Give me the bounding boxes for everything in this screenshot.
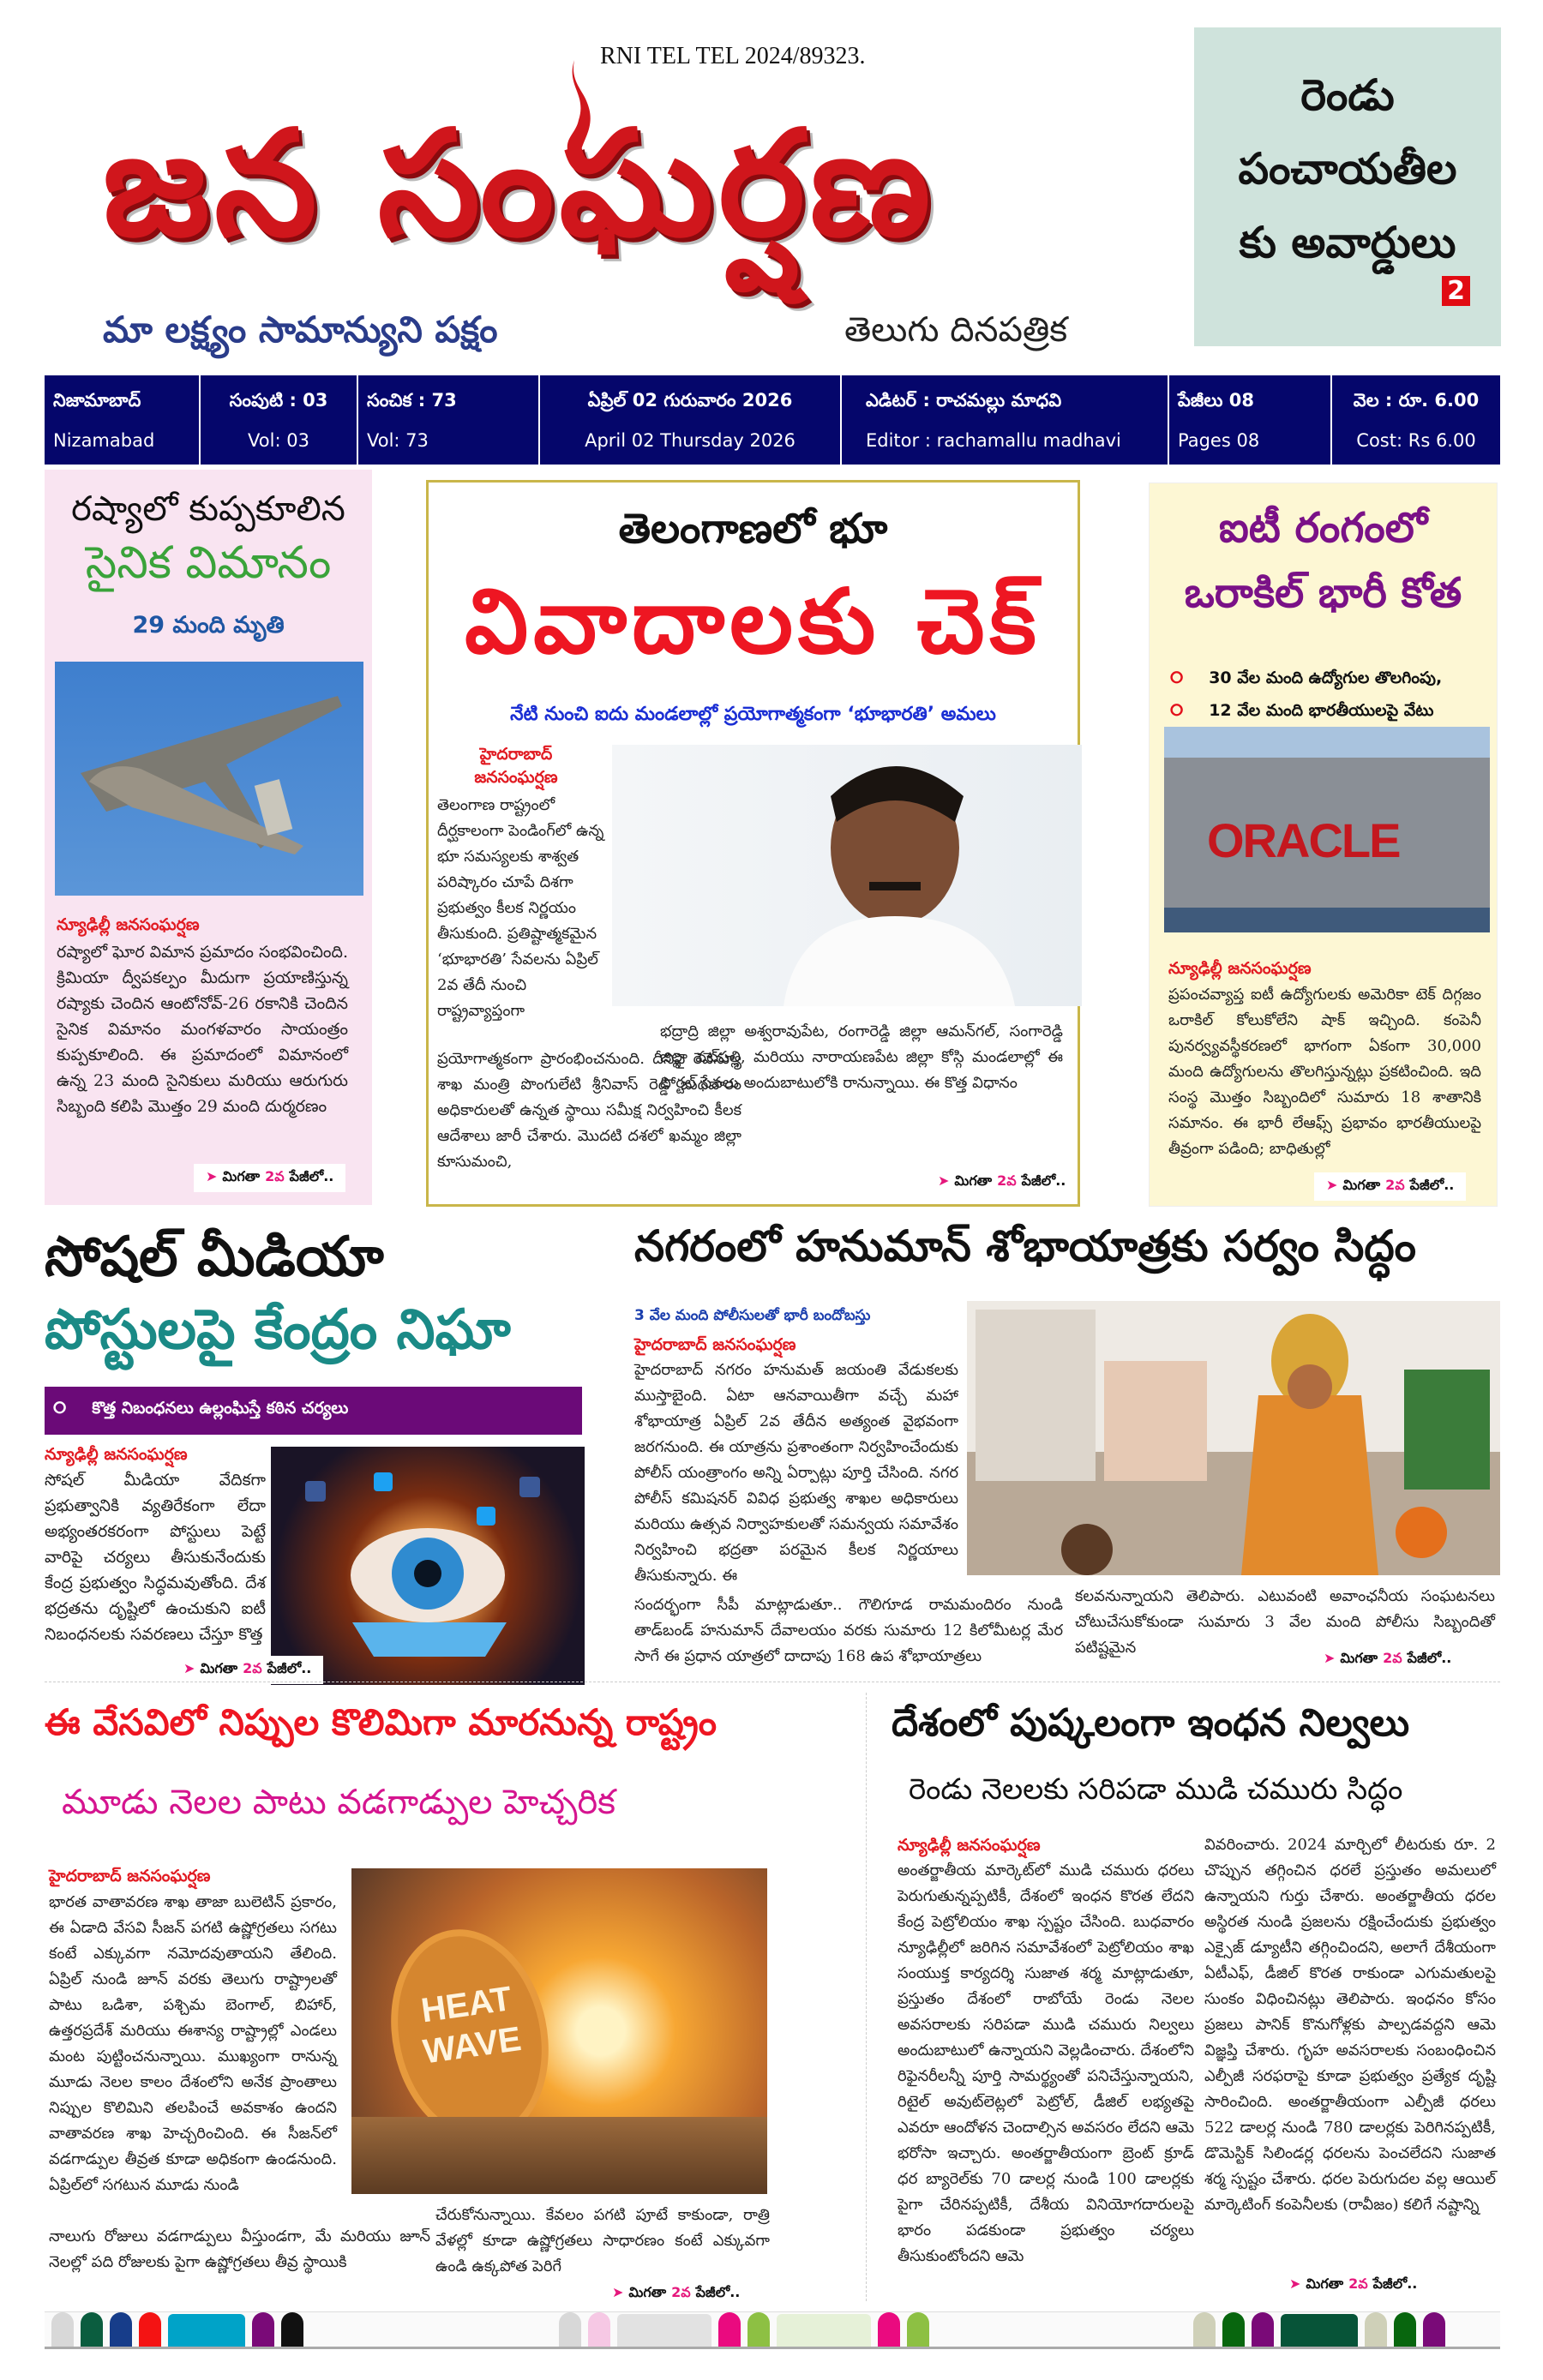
color-swatch: [907, 2312, 929, 2347]
article-body: ప్రయోగాత్మకంగా ప్రారంభించనుంది. దీనిపై రెవెన్యూ శాఖ మంత్రి పొంగులేటి శ్రీనివాస్ రెడ్డి బుధవారం అధికారులతో ఉన్నత స్థాయి సమీక్ష నిర్వహించి కీలక ఆదేశాలు జారీ చేశారు. మొదటి దశలో ఖమ్మం జిల్లా కూసుమంచి,: [437, 1050, 741, 1171]
color-registration-strip: [45, 2311, 1500, 2349]
bullet-item: ⭘ 12 వేల మంది భారతీయులపై వేటు: [1170, 701, 1434, 720]
color-swatch: [878, 2312, 900, 2347]
article-body: నాలుగు రోజులు వడగాడ్పులు వీస్తుండగా, మే మరియు జూన్ నెలల్లో పది రోజులకు పైగా ఉష్ణోగ్రతలు తీవ్ర స్థాయికి: [49, 2227, 430, 2271]
tagline: మా లక్ష్యం సామాన్యుని పక్షం: [103, 309, 498, 351]
color-swatch: [1394, 2312, 1416, 2347]
color-swatch: [1222, 2312, 1245, 2347]
article-body: భద్రాద్రి జిల్లా అశ్వరావుపేట, రంగారెడ్డి జిల్లా ఆమన్‌గల్, సంగారెడ్డి జిల్లా వట్‌పల్లి, మరియు నారాయణపేట జిల్లా కోస్గి మండలాల్లో ఈ పోర్టల్ సేవలు అందుబాటులోకి రానున్నాయి. ఈ కొత్త విధానం: [660, 1022, 1063, 1092]
bullet-icon: ⭘: [1170, 668, 1184, 687]
color-swatch: [51, 2312, 74, 2347]
color-swatch: [281, 2312, 303, 2347]
continued-link[interactable]: ➤ మిగతా 2వ పేజీలో..: [171, 1656, 323, 1684]
tagline-telugu-daily: తెలుగు దినపత్రిక: [844, 310, 1068, 350]
article-body: సోషల్ మీడియా వేదికగా ప్రభుత్వానికి వ్యతిరేకంగా లేదా అభ్యంతరకరంగా పోస్టులు పెట్టే వారిపై చర్యలు తీసుకునేందుకు కేంద్ర ప్రభుత్వం సిద్ధమవుతోంది. దేశ భద్రతను దృష్టిలో ఉంచుకుని ఐటీ నిబంధనలకు సవరణలు చేస్తూ కొత్త: [45, 1471, 266, 1644]
logo-text: జన సంఘర్షణ: [103, 99, 936, 269]
article-body: ప్రపంచవ్యాప్త ఐటీ ఉద్యోగులకు అమెరికా టెక్ దిగ్గజం ఒరాకిల్ కోలుకోలేని షాక్ ఇచ్చింది. కంపెనీ పునర్వ్యవస్థీకరణలో భాగంగా ఏకంగా 30,000 మంది ఉద్యోగులను తొలగిస్తున్నట్లు ప్రకటించింది. ఇది సంస్థ మొత్తం సిబ్బందిలో సుమారు 18 శాతానికి సమానం. ఈ భారీ లేఆఫ్స్ ప్రభావం భారతీయులపై తీవ్రంగా పడింది; బాధితుల్లో: [1168, 986, 1481, 1158]
hanuman-procession-photo: [967, 1301, 1500, 1575]
color-swatch: [252, 2312, 274, 2347]
continued-link[interactable]: ➤ మిగతా 2వ పేజీలో..: [926, 1168, 1078, 1196]
subheadline: రెండు నెలలకు సరిపడా ముడి చమురు సిద్ధం: [909, 1772, 1403, 1807]
color-swatch: [1365, 2312, 1387, 2347]
promo-page-badge: 2: [1442, 276, 1470, 306]
headline: సైనిక విమానం: [85, 537, 332, 589]
color-swatch: [168, 2314, 245, 2347]
subheadline: 3 వేల మంది పోలీసులతో భారీ బందోబస్తు: [634, 1307, 871, 1324]
headline-hanuman: నగరంలో హనుమాన్ శోభాయాత్రకు సర్వం సిద్ధం: [634, 1221, 1417, 1271]
article-plane-crash[interactable]: [45, 470, 372, 1205]
arrow-icon: ➤: [183, 1660, 195, 1676]
article-body: రష్యాలో ఘోర విమాన ప్రమాదం సంభవించింది. క్రిమియా ద్వీపకల్పం మీదుగా ప్రయాణిస్తున్న రష్యాకు చెందిన ఆంటోనోవ్-26 రకానికి చెందిన సైనిక విమానం మంగళవారం సాయంత్రం కుప్పకూలింది. ఈ ప్రమాదంలో విమానంలో ఉన్న 23 మంది సైనికులు మరియు ఆరుగురు సిబ్బంది కలిపి మొత్తం 29 మంది దుర్మరణం: [57, 943, 348, 1116]
article-body: అంతర్జాతీయ మార్కెట్‌లో ముడి చమురు ధరలు పెరుగుతున్నప్పటికీ, దేశంలో ఇంధన కొరత లేదని కేంద్ర పెట్రోలియం శాఖ స్పష్టం చేసింది. బుధవారం న్యూఢిల్లీలో జరిగిన సమావేశంలో పెట్రోలియం శాఖ సంయుక్త కార్యదర్శి సుజాత శర్మ మాట్లాడుతూ, ప్రస్తుతం దేశంలో రాబోయే రెండు నెలల అవసరాలకు సరిపడా ముడి చమురు నిల్వలు అందుబాటులో ఉన్నాయని వెల్లడించారు. దేశంలోని రిఫైనరీలన్నీ పూర్తి సామర్థ్యంతో పనిచేస్తున్నాయని, రిటైల్ అవుట్‌లెట్లలో పెట్రోల్, డీజిల్ లభ్యతపై ఎవరూ ఆందోళన చెందాల్సిన అవసరం లేదని ఆమె భరోసా ఇచ్చారు. అంతర్జాతీయంగా బ్రెంట్ క్రూడ్ ధర బ్యారెల్‌కు 70 డాలర్ల నుండి 100 డాలర్లకు పైగా చేరినప్పటికీ, దేశీయ వినియోగదారులపై భారం పడకుండా ప్రభుత్వం చర్యలు తీసుకుంటోందని ఆమె: [898, 1861, 1194, 2265]
issue-info-bar: [45, 375, 1500, 465]
article-oracle-layoffs[interactable]: [1149, 483, 1498, 1207]
continued-link[interactable]: ➤ మిగతా 2వ పేజీలో..: [1312, 1646, 1463, 1674]
color-swatch: [1193, 2312, 1216, 2347]
promo-line: కు అవార్డులు: [1239, 218, 1456, 267]
info-issue: సంచిక : 73 Vol: 73: [358, 375, 540, 465]
continued-link[interactable]: ➤ మిగతా 2వ పేజీలో..: [1314, 1172, 1466, 1201]
info-place: నిజామాబాద్ Nizamabad: [45, 375, 201, 465]
bullet-icon: ⭘: [53, 1399, 67, 1418]
surveillance-eye-image: [271, 1447, 585, 1685]
arrow-icon: ➤: [612, 2284, 624, 2300]
newspaper-logo[interactable]: [51, 94, 1114, 309]
article-body: తెలంగాణ రాష్ట్రంలో దీర్ఘకాలంగా పెండింగ్‌లో ఉన్న భూ సమస్యలకు శాశ్వత పరిష్కారం చూపే దిశగా ప్రభుత్వం కీలక నిర్ణయం తీసుకుంది. ప్రతిష్టాత్మకమైన ‘భూభారతి’ సేవలను ఏప్రిల్ 2వ తేదీ నుంచి రాష్ట్రవ్యాప్తంగా: [437, 796, 604, 1020]
color-swatch: [588, 2312, 610, 2347]
oracle-building-photo: [1164, 727, 1490, 932]
article-body: కలవనున్నాయని తెలిపారు. ఎటువంటి అవాంఛనీయ సంఘటనలు చోటుచేసుకోకుండా సుమారు 3 వేల మంది పోలీసు సిబ్బందితో పటిష్టమైన: [1075, 1587, 1495, 1657]
promo-line: రెండు: [1300, 70, 1395, 120]
color-swatch: [747, 2312, 770, 2347]
color-swatch: [718, 2312, 741, 2347]
article-body: హైదరాబాద్ నగరం హనుమత్ జయంతి వేడుకలకు ముస్తాబైంది. ఏటా ఆనవాయితీగా వచ్చే మహా శోభాయాత్ర ఏప్రిల్ 2వ తేదీన అత్యంత వైభవంగా జరగనుంది. ఈ యాత్రను ప్రశాంతంగా నిర్వహించేందుకు పోలీస్ యంత్రాంగం అన్ని ఏర్పాట్లు పూర్తి చేసింది. నగర పోలీస్ కమిషనర్ వివిధ ప్రభుత్వ శాఖల అధికారులు మరియు ఉత్సవ నిర్వాహకులతో సమన్వయ సమావేశం నిర్వహించి భద్రతా పరమైన కీలక నిర్ణయాలు తీసుకున్నారు. ఈ: [634, 1361, 958, 1585]
heat-wave-image: [351, 1868, 767, 2194]
continued-link[interactable]: ➤ మిగతా 2వ పేజీలో..: [194, 1164, 345, 1192]
headline-social: సోషల్ మీడియా: [45, 1226, 384, 1289]
color-swatch: [1252, 2312, 1274, 2347]
article-body: చేరుకోనున్నాయి. కేవలం పగటి పూటే కాకుండా, రాత్రి వేళల్లో కూడా ఉష్ణోగ్రతలు సాధారణం కంటే ఎక్కువగా ఉండి ఉక్కపోత పెరిగే: [435, 2206, 770, 2275]
headline-social: పోస్టులపై కేంద్రం నిఘా: [45, 1298, 511, 1362]
color-swatch: [559, 2312, 581, 2347]
headline: వివాదాలకు చెక్: [465, 569, 1042, 674]
color-swatch: [617, 2314, 711, 2347]
info-volume: సంపుటి : 03 Vol: 03: [201, 375, 358, 465]
arrow-icon: ➤: [1289, 2275, 1301, 2292]
color-swatch: [1423, 2312, 1445, 2347]
info-editor: ఎడిటర్ : రాచమల్లు మాధవి Editor : rachamallu madhavi: [842, 375, 1169, 465]
article-land-disputes[interactable]: [426, 480, 1080, 1207]
arrow-icon: ➤: [938, 1172, 950, 1189]
article-body: వివరించారు. 2024 మార్చిలో లీటరుకు రూ. 2 చొప్పున తగ్గించిన ధరలే ప్రస్తుతం అమలులో ఉన్నాయని గుర్తు చేశారు. అంతర్జాతీయ ధరల అస్థిరత నుండి ప్రజలను రక్షించేందుకు ప్రభుత్వం ఎక్సైజ్ డ్యూటీని తగ్గించిందని, అలాగే దేశీయంగా ఏటీఎఫ్, డీజిల్ కొరత రాకుండా ఎగుమతులపై సుంకం విధించినట్లు తెలిపారు. ఇంధనం కోసం ప్రజలు పానిక్ కొనుగోళ్లకు పాల్పడవద్దని ఆమె విజ్ఞప్తి చేశారు. గృహ అవసరాలకు సంబంధించిన ఎల్పీజీ సరఫరాపై కూడా ప్రభుత్వం ప్రత్యేక దృష్టి సారించింది. అంతర్జాతీయంగా ఎల్పీజీ ధరలు 522 డాలర్ల నుండి 780 డాలర్లకు పెరిగినప్పటికీ, డొమెస్టిక్ సిలిండర్ల ధరలను పెంచలేదని సుజాత శర్మ స్పష్టం చేశారు. ధరల పెరుగుదల వల్ల ఆయిల్ మార్కెటింగ్ కంపెనీలకు (రావీజం) కలిగే నష్టాన్ని: [1204, 1836, 1496, 2214]
dateline: హైదరాబాద్ జనసంఘర్షణ: [474, 745, 558, 787]
subheadline: నేటి నుంచి ఐదు మండలాల్లో ప్రయోగాత్మకంగా ‘భూభారతి’ అమలు: [510, 704, 996, 725]
color-swatch: [139, 2312, 161, 2347]
headline: ఒరాకిల్ భారీ కోత: [1184, 569, 1462, 617]
plane-photo: [55, 662, 363, 896]
arrow-icon: ➤: [206, 1168, 218, 1184]
bullet-icon: ⭘: [1170, 701, 1184, 720]
arrow-icon: ➤: [1324, 1650, 1336, 1666]
dateline: న్యూఢిల్లీ జనసంఘర్షణ: [898, 1836, 1041, 1855]
arrow-icon: ➤: [1326, 1177, 1338, 1193]
bullet-item: ⭘ 30 వేల మంది ఉద్యోగుల తొలగింపు,: [1170, 668, 1443, 687]
promo-box[interactable]: [1194, 27, 1501, 346]
continued-link[interactable]: ➤ మిగతా 2వ పేజీలో..: [1277, 2271, 1429, 2299]
article-body: సందర్భంగా సీపీ మాట్లాడుతూ.. గౌలిగూడ రామమందిరం నుండి తాడ్‌బండ్ హనుమాన్ దేవాలయం వరకు సుమారు 12 కిలోమీటర్ల మేర సాగే ఈ ప్రధాన యాత్రలో దాదాపు 168 ఉప శోభాయాత్రలు: [634, 1596, 1063, 1665]
continued-link[interactable]: ➤ మిగతా 2వ పేజీలో..: [600, 2280, 752, 2308]
headline-fuel: దేశంలో పుష్కలంగా ఇంధన నిల్వలు: [892, 1701, 1410, 1745]
headline: రష్యాలో కుప్పకూలిన: [71, 489, 345, 529]
color-swatch: [81, 2312, 103, 2347]
color-swatch: [1281, 2314, 1358, 2347]
info-pages: పేజీలు 08 Pages 08: [1169, 375, 1332, 465]
column-divider: [866, 1693, 867, 2301]
dateline: న్యూఢిల్లీ జనసంఘర్షణ: [57, 915, 200, 934]
subheadline: 29 మంది మృతి: [132, 612, 285, 638]
dateline: న్యూఢిల్లీ జనసంఘర్షణ: [1168, 959, 1312, 978]
rni-number: RNI TEL TEL 2024/89323.: [600, 43, 866, 69]
minister-photo: [612, 745, 1082, 1006]
dateline: హైదరాబాద్ జనసంఘర్షణ: [634, 1335, 796, 1354]
headline: ఐటీ రంగంలో: [1218, 504, 1428, 552]
dateline: న్యూఢిల్లీ జనసంఘర్షణ: [45, 1445, 188, 1464]
article-body: భారత వాతావరణ శాఖ తాజా బులెటిన్ ప్రకారం, ఈ ఏడాది వేసవి సీజన్ పగటి ఉష్ణోగ్రతలు సగటు కంటే ఎక్కువగా నమోదవుతాయని తేలింది. ఏప్రిల్ నుండి జూన్ వరకు తెలుగు రాష్ట్రాలతో పాటు ఒడిశా, పశ్చిమ బెంగాల్, బిహార్, ఉత్తరప్రదేశ్ మరియు ఈశాన్య రాష్ట్రాల్లో ఎండలు మంట పుట్టించనున్నాయి. ముఖ్యంగా రానున్న మూడు నెలల కాలం దేశంలోని అనేక ప్రాంతాలు నిప్పుల కొలిమిని తలపించే అవకాశం ఉందని వాతావరణ శాఖ హెచ్చరించింది. ఈ సీజన్‌లో వడగాడ్పుల తీవ్రత కూడా అధికంగా ఉండనుంది. ఏప్రిల్‌లో సగటున మూడు నుండి: [49, 1893, 337, 2194]
bullet-list: [1170, 662, 1497, 727]
headline: తెలంగాణలో భూ: [618, 505, 888, 553]
info-date: ఏప్రిల్ 02 గురువారం 2026 April 02 Thursday 2026: [540, 375, 842, 465]
social-bullet-bar: ⭘ కొత్త నిబంధనలు ఉల్లంఘిస్తే కఠిన చర్యలు: [45, 1387, 582, 1435]
subheadline: మూడు నెలల పాటు వడగాడ్పుల హెచ్చరిక: [62, 1783, 616, 1822]
headline-heat: ఈ వేసవిలో నిప్పుల కొలిమిగా మారనున్న రాష్ట్రం: [45, 1701, 717, 1743]
promo-line: పంచాయతీల: [1238, 144, 1457, 194]
color-swatch: [110, 2312, 132, 2347]
info-price: వెల : రూ. 6.00 Cost: Rs 6.00: [1353, 389, 1480, 451]
color-swatch: [777, 2314, 871, 2347]
oracle-sign: ORACLE: [1207, 813, 1400, 867]
heat-wave-sign: HEAT WAVE: [418, 1980, 524, 2071]
dateline: హైదరాబాద్ జనసంఘర్షణ: [49, 1867, 211, 1885]
